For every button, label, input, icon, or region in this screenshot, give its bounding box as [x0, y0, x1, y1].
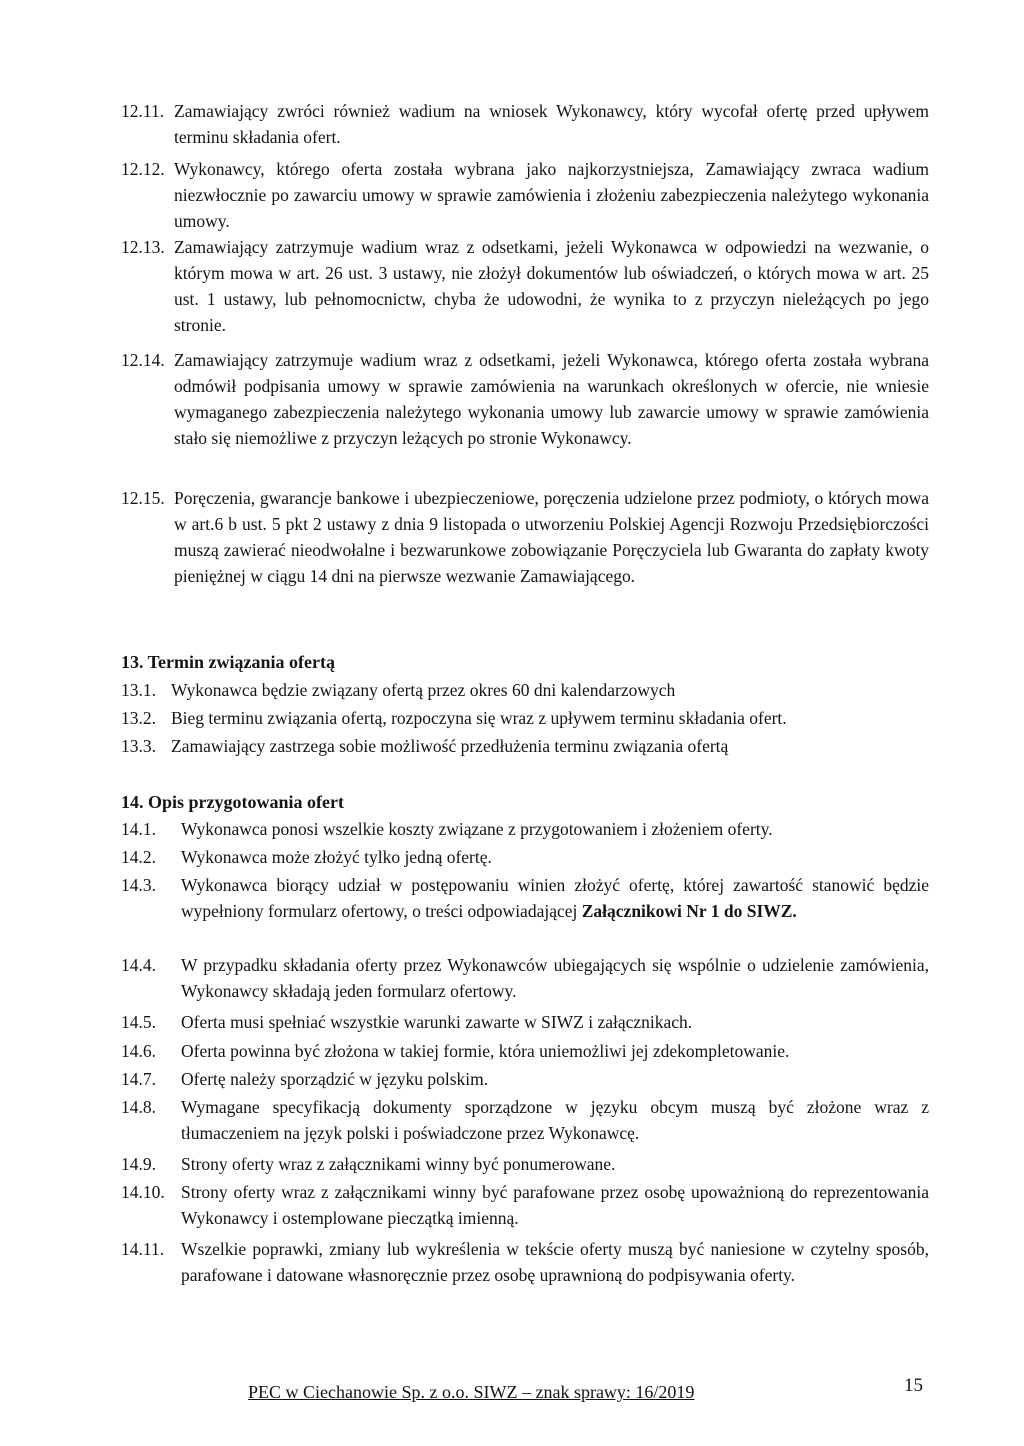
item-text: Bieg terminu związania ofertą, rozpoczyna się wraz z upływem terminu składania ofert.	[171, 708, 787, 728]
page-number: 15	[904, 1375, 923, 1396]
item-number: 14.7.	[121, 1069, 156, 1089]
item-text: Ofertę należy sporządzić w języku polskim.	[181, 1069, 489, 1089]
list-item-14-2	[121, 844, 929, 870]
item-text: Strony oferty wraz z załącznikami winny być parafowane przez osobę upoważnioną do reprezentowania Wykonawcy i ostemplowane pieczątką imienną.	[181, 1182, 929, 1228]
list-item-14-10	[121, 1179, 929, 1231]
item-number: 12.11.	[121, 101, 165, 121]
item-text-plain: Wykonawca biorący udział w postępowaniu winien złożyć ofertę, której zawartość stanowić będzie wypełniony formularz ofertowy, o treści odpowiadającej	[181, 875, 929, 921]
item-number: 14.3.	[121, 875, 156, 895]
list-item-12-12	[121, 156, 929, 234]
item-text: Wymagane specyfikacją dokumenty sporządzone w języku obcym muszą być złożone wraz z tłumaczeniem na język polski i poświadczone przez Wykonawcę.	[181, 1097, 929, 1143]
item-text: Poręczenia, gwarancje bankowe i ubezpieczeniowe, poręczenia udzielone przez podmioty, o których mowa w art.6 b ust. 5 pkt 2 ustawy z dnia 9 listopada o utworzeniu Polskiej Agencji Rozwoju Przedsiębiorczości muszą zawierać nieodwołalne i bezwarunkowe zobowiązanie Poręczyciela lub Gwaranta do zapłaty kwoty pieniężnej w ciągu 14 dni na pierwsze wezwanie Zamawiającego.	[174, 488, 929, 586]
item-number: 14.8.	[121, 1097, 156, 1117]
list-item-14-3	[121, 872, 929, 924]
list-item-14-1	[121, 816, 929, 842]
item-number: 12.15.	[121, 488, 165, 508]
list-item-14-8	[121, 1094, 929, 1146]
item-number: 14.10.	[121, 1182, 165, 1202]
item-text: Oferta powinna być złożona w takiej formie, która uniemożliwi jej zdekompletowanie.	[181, 1041, 790, 1061]
item-number: 14.2.	[121, 847, 156, 867]
list-item-14-11	[121, 1236, 929, 1288]
item-number: 12.12.	[121, 159, 165, 179]
list-item-14-5	[121, 1009, 929, 1035]
item-number: 14.1.	[121, 819, 156, 839]
item-number: 12.13.	[121, 237, 165, 257]
item-number: 13.1.	[121, 680, 156, 700]
item-text: Wszelkie poprawki, zmiany lub wykreślenia w tekście oferty muszą być naniesione w czytelny sposób, parafowane i datowane własnoręcznie przez osobę uprawnioną do podpisywania oferty.	[181, 1239, 929, 1285]
section-14-heading: 14. Opis przygotowania ofert	[121, 792, 344, 812]
item-text: Wykonawcy, którego oferta została wybrana jako najkorzystniejsza, Zamawiający zwraca wadium niezwłocznie po zawarciu umowy w sprawie zamówienia i złożeniu zabezpieczenia należytego wykonania umowy.	[174, 159, 929, 231]
list-item-12-15	[121, 485, 929, 589]
list-item-13-2	[121, 705, 929, 731]
item-text: Wykonawca ponosi wszelkie koszty związane z przygotowaniem i złożeniem oferty.	[181, 819, 773, 839]
item-number: 13.3.	[121, 736, 156, 756]
item-text: Strony oferty wraz z załącznikami winny być ponumerowane.	[181, 1154, 616, 1174]
item-text: Zamawiający zatrzymuje wadium wraz z odsetkami, jeżeli Wykonawca w odpowiedzi na wezwanie, o którym mowa w art. 26 ust. 3 ustawy, nie złożył dokumentów lub oświadczeń, o których mowa w art. 25 ust. 1 ustawy, lub pełnomocnictw, chyba że udowodni, że wynika to z przyczyn nieleżących po jego stronie.	[174, 237, 929, 335]
item-number: 13.2.	[121, 708, 156, 728]
item-text: Wykonawca będzie związany ofertą przez okres 60 dni kalendarzowych	[171, 680, 676, 700]
item-text: Zamawiający zastrzega sobie możliwość przedłużenia terminu związania ofertą	[171, 736, 729, 756]
item-text: Zamawiający zatrzymuje wadium wraz z odsetkami, jeżeli Wykonawca, którego oferta została wybrana odmówił podpisania umowy w sprawie zamówienia na warunkach określonych w ofercie, nie wniesie wymaganego zabezpieczenia należytego wykonania umowy lub zawarcie umowy w sprawie zamówienia stało się niemożliwe z przyczyn leżących po stronie Wykonawcy.	[174, 350, 929, 448]
list-item-12-14	[121, 347, 929, 451]
item-text: Oferta musi spełniać wszystkie warunki zawarte w SIWZ i załącznikach.	[181, 1012, 693, 1032]
item-number: 14.5.	[121, 1012, 156, 1032]
list-item-13-1	[121, 677, 929, 703]
page-footer: PEC w Ciechanowie Sp. z o.o. SIWZ – znak sprawy: 16/2019	[248, 1382, 695, 1402]
item-number: 14.4.	[121, 955, 156, 975]
attachment-reference: Załącznikowi Nr 1 do SIWZ.	[581, 901, 797, 921]
list-item-12-13	[121, 234, 929, 338]
item-number: 14.6.	[121, 1041, 156, 1061]
section-13-heading: 13. Termin związania ofertą	[121, 652, 335, 672]
item-text: W przypadku składania oferty przez Wykonawców ubiegających się wspólnie o udzielenie zamówienia, Wykonawcy składają jeden formularz ofertowy.	[181, 955, 929, 1001]
list-item-14-9	[121, 1151, 929, 1177]
list-item-14-6	[121, 1038, 929, 1064]
item-text: Wykonawca może złożyć tylko jedną ofertę.	[181, 847, 492, 867]
item-number: 14.9.	[121, 1154, 156, 1174]
list-item-12-11	[121, 98, 929, 150]
item-text	[181, 872, 929, 924]
item-text: Zamawiający zwróci również wadium na wniosek Wykonawcy, który wycofał ofertę przed upływem terminu składania ofert.	[174, 101, 929, 147]
item-number: 12.14.	[121, 350, 165, 370]
list-item-13-3	[121, 733, 929, 759]
list-item-14-4	[121, 952, 929, 1004]
list-item-14-7	[121, 1066, 929, 1092]
item-number: 14.11.	[121, 1239, 165, 1259]
